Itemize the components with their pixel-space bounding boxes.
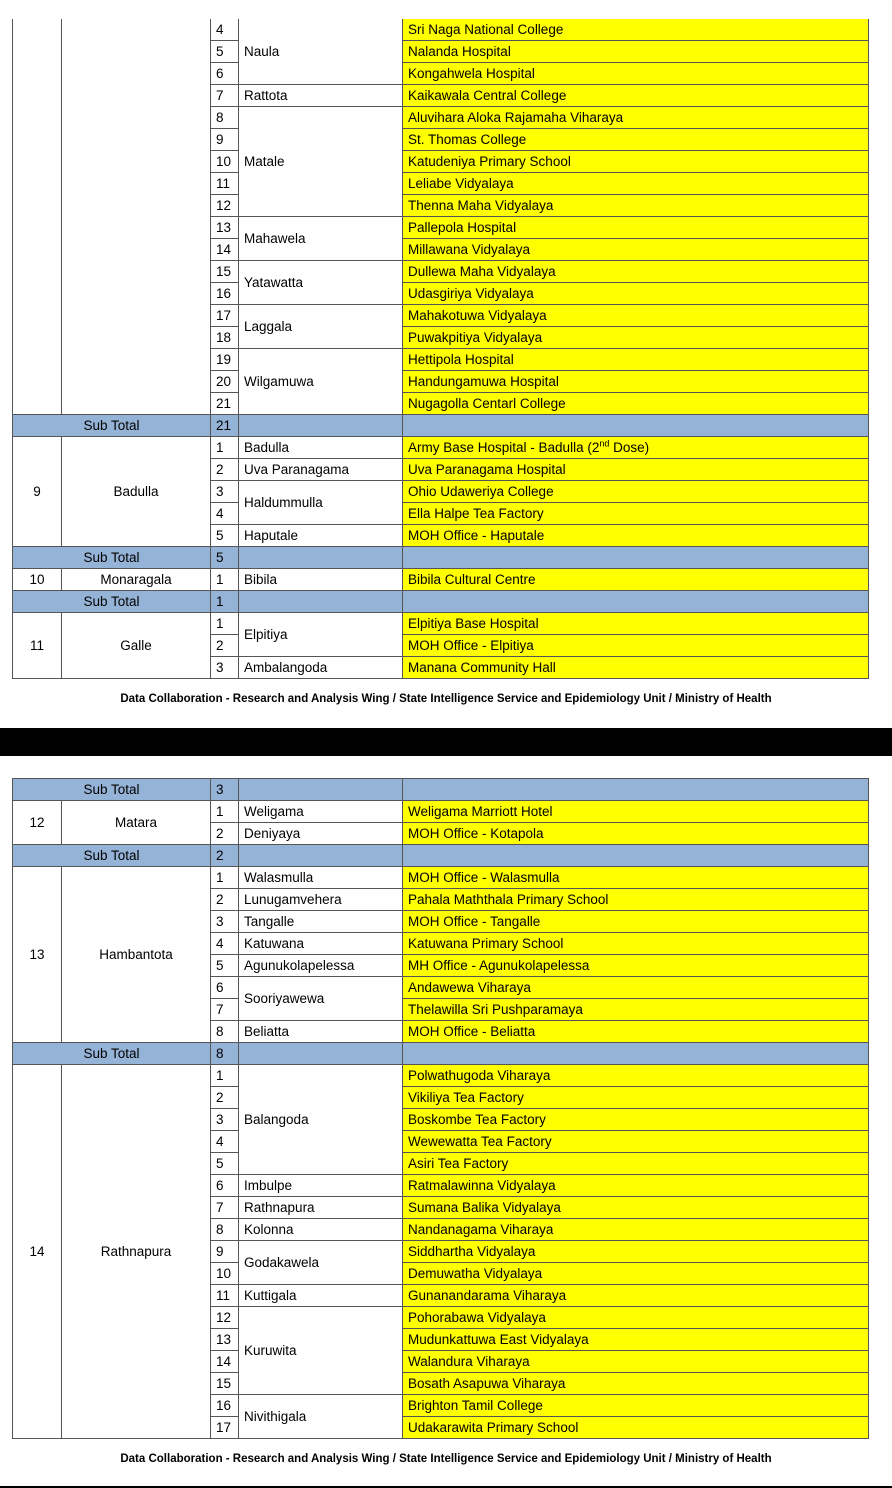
row-index: 10 bbox=[211, 1263, 239, 1285]
row-index: 8 bbox=[211, 107, 239, 129]
row-index: 1 bbox=[211, 613, 239, 635]
moh-area: Kolonna bbox=[239, 1219, 403, 1241]
row-index: 11 bbox=[211, 173, 239, 195]
moh-area: Haldummulla bbox=[239, 481, 403, 525]
vaccination-location: Kongahwela Hospital bbox=[403, 63, 869, 85]
row-index: 3 bbox=[211, 1109, 239, 1131]
vaccination-location: Handungamuwa Hospital bbox=[403, 371, 869, 393]
moh-area: Yatawatta bbox=[239, 261, 403, 305]
moh-area: Katuwana bbox=[239, 933, 403, 955]
row-index: 11 bbox=[211, 1285, 239, 1307]
subtotal-row bbox=[13, 845, 869, 867]
vaccination-location: Wewewatta Tea Factory bbox=[403, 1131, 869, 1153]
row-index: 5 bbox=[211, 1153, 239, 1175]
row-index: 14 bbox=[211, 239, 239, 261]
moh-area: Beliatta bbox=[239, 1021, 403, 1043]
vaccination-location: Kaikawala Central College bbox=[403, 85, 869, 107]
row-index: 4 bbox=[211, 933, 239, 955]
row-index: 5 bbox=[211, 955, 239, 977]
moh-area: Nivithigala bbox=[239, 1395, 403, 1439]
subtotal-row bbox=[13, 1043, 869, 1065]
moh-area: Uva Paranagama bbox=[239, 459, 403, 481]
vaccination-location: Pahala Maththala Primary School bbox=[403, 889, 869, 911]
row-index: 3 bbox=[211, 911, 239, 933]
moh-area: Badulla bbox=[239, 437, 403, 459]
moh-area: Imbulpe bbox=[239, 1175, 403, 1197]
vaccination-location: MH Office - Agunukolapelessa bbox=[403, 955, 869, 977]
vaccination-location: Andawewa Viharaya bbox=[403, 977, 869, 999]
row-index: 2 bbox=[211, 635, 239, 657]
vaccination-location: MOH Office - Kotapola bbox=[403, 823, 869, 845]
table-row bbox=[13, 1065, 869, 1087]
row-index: 1 bbox=[211, 867, 239, 889]
district-name: Matara bbox=[62, 801, 211, 845]
vaccination-location: Mudunkattuwa East Vidyalaya bbox=[403, 1329, 869, 1351]
row-index: 13 bbox=[211, 217, 239, 239]
moh-area: Bibila bbox=[239, 569, 403, 591]
vaccination-location: Sri Naga National College bbox=[403, 19, 869, 41]
vaccination-location: MOH Office - Elpitiya bbox=[403, 635, 869, 657]
vaccination-location: Thenna Maha Vidyalaya bbox=[403, 195, 869, 217]
row-index: 1 bbox=[211, 437, 239, 459]
row-index: 10 bbox=[211, 151, 239, 173]
moh-area: Agunukolapelessa bbox=[239, 955, 403, 977]
vaccination-location: Ella Halpe Tea Factory bbox=[403, 503, 869, 525]
row-index: 9 bbox=[211, 1241, 239, 1263]
vaccination-location: Siddhartha Vidyalaya bbox=[403, 1241, 869, 1263]
row-index: 16 bbox=[211, 1395, 239, 1417]
page-footer: Data Collaboration - Research and Analysis Wing / State Intelligence Service and Epidemiology Unit / Ministry of Health bbox=[120, 1453, 772, 1465]
table-row bbox=[13, 801, 869, 823]
subtotal-value: 3 bbox=[211, 779, 239, 801]
row-index: 3 bbox=[211, 481, 239, 503]
row-index: 17 bbox=[211, 305, 239, 327]
vaccination-location: Walandura Viharaya bbox=[403, 1351, 869, 1373]
vaccination-centres-table bbox=[12, 778, 869, 1439]
vaccination-location: Aluvihara Aloka Rajamaha Viharaya bbox=[403, 107, 869, 129]
row-index: 3 bbox=[211, 657, 239, 679]
moh-area: Godakawela bbox=[239, 1241, 403, 1285]
row-index: 7 bbox=[211, 85, 239, 107]
district-number: 9 bbox=[13, 437, 62, 547]
table-row bbox=[13, 613, 869, 635]
vaccination-centres-table bbox=[12, 19, 869, 679]
row-index: 7 bbox=[211, 999, 239, 1021]
page-separator bbox=[0, 728, 892, 756]
subtotal-label: Sub Total bbox=[13, 1043, 211, 1065]
row-index: 4 bbox=[211, 503, 239, 525]
moh-area: Rathnapura bbox=[239, 1197, 403, 1219]
vaccination-location: Udakarawita Primary School bbox=[403, 1417, 869, 1439]
row-index: 8 bbox=[211, 1219, 239, 1241]
vaccination-location: Demuwatha Vidyalaya bbox=[403, 1263, 869, 1285]
row-index: 5 bbox=[211, 41, 239, 63]
row-index: 2 bbox=[211, 823, 239, 845]
row-index: 12 bbox=[211, 195, 239, 217]
moh-area: Lunugamvehera bbox=[239, 889, 403, 911]
moh-area: Wilgamuwa bbox=[239, 349, 403, 415]
row-index: 4 bbox=[211, 1131, 239, 1153]
subtotal-label: Sub Total bbox=[13, 415, 211, 437]
vaccination-location: Leliabe Vidyalaya bbox=[403, 173, 869, 195]
subtotal-row bbox=[13, 415, 869, 437]
moh-area: Deniyaya bbox=[239, 823, 403, 845]
subtotal-value: 1 bbox=[211, 591, 239, 613]
district-name: Rathnapura bbox=[62, 1065, 211, 1439]
row-index: 18 bbox=[211, 327, 239, 349]
row-index: 2 bbox=[211, 889, 239, 911]
table-row bbox=[13, 569, 869, 591]
row-index: 2 bbox=[211, 459, 239, 481]
moh-area: Laggala bbox=[239, 305, 403, 349]
moh-area: Elpitiya bbox=[239, 613, 403, 657]
vaccination-location: Thelawilla Sri Pushparamaya bbox=[403, 999, 869, 1021]
vaccination-location: Uva Paranagama Hospital bbox=[403, 459, 869, 481]
district-number: 11 bbox=[13, 613, 62, 679]
row-index: 5 bbox=[211, 525, 239, 547]
row-index: 8 bbox=[211, 1021, 239, 1043]
row-index: 15 bbox=[211, 261, 239, 283]
moh-area: Weligama bbox=[239, 801, 403, 823]
subtotal-label: Sub Total bbox=[13, 591, 211, 613]
vaccination-location: Bosath Asapuwa Viharaya bbox=[403, 1373, 869, 1395]
vaccination-location: Mahakotuwa Vidyalaya bbox=[403, 305, 869, 327]
row-index: 13 bbox=[211, 1329, 239, 1351]
vaccination-location: Nalanda Hospital bbox=[403, 41, 869, 63]
vaccination-location: Elpitiya Base Hospital bbox=[403, 613, 869, 635]
row-index: 12 bbox=[211, 1307, 239, 1329]
vaccination-location: Polwathugoda Viharaya bbox=[403, 1065, 869, 1087]
moh-area: Rattota bbox=[239, 85, 403, 107]
vaccination-location: Dullewa Maha Vidyalaya bbox=[403, 261, 869, 283]
district-name: Hambantota bbox=[62, 867, 211, 1043]
vaccination-location: Pallepola Hospital bbox=[403, 217, 869, 239]
vaccination-location: MOH Office - Tangalle bbox=[403, 911, 869, 933]
vaccination-location: MOH Office - Walasmulla bbox=[403, 867, 869, 889]
district-name: Monaragala bbox=[62, 569, 211, 591]
vaccination-location: Katudeniya Primary School bbox=[403, 151, 869, 173]
subtotal-value: 2 bbox=[211, 845, 239, 867]
row-index: 17 bbox=[211, 1417, 239, 1439]
moh-area: Sooriyawewa bbox=[239, 977, 403, 1021]
district-number: 10 bbox=[13, 569, 62, 591]
subtotal-value: 5 bbox=[211, 547, 239, 569]
vaccination-location: St. Thomas College bbox=[403, 129, 869, 151]
moh-area: Balangoda bbox=[239, 1065, 403, 1175]
vaccination-location: MOH Office - Beliatta bbox=[403, 1021, 869, 1043]
row-index: 20 bbox=[211, 371, 239, 393]
row-index: 19 bbox=[211, 349, 239, 371]
vaccination-location: Ohio Udaweriya College bbox=[403, 481, 869, 503]
subtotal-label: Sub Total bbox=[13, 779, 211, 801]
row-index: 1 bbox=[211, 801, 239, 823]
document-page-1 bbox=[0, 0, 892, 728]
district-number-cell bbox=[13, 19, 62, 415]
vaccination-location: Nugagolla Centarl College bbox=[403, 393, 869, 415]
district-number: 13 bbox=[13, 867, 62, 1043]
subtotal-row bbox=[13, 547, 869, 569]
vaccination-location: Puwakpitiya Vidyalaya bbox=[403, 327, 869, 349]
vaccination-location: Boskombe Tea Factory bbox=[403, 1109, 869, 1131]
district-number: 14 bbox=[13, 1065, 62, 1439]
subtotal-label: Sub Total bbox=[13, 845, 211, 867]
row-index: 1 bbox=[211, 569, 239, 591]
moh-area: Mahawela bbox=[239, 217, 403, 261]
vaccination-location: MOH Office - Haputale bbox=[403, 525, 869, 547]
vaccination-location: Katuwana Primary School bbox=[403, 933, 869, 955]
moh-area: Ambalangoda bbox=[239, 657, 403, 679]
vaccination-location: Ratmalawinna Vidyalaya bbox=[403, 1175, 869, 1197]
row-index: 21 bbox=[211, 393, 239, 415]
vaccination-location: Brighton Tamil College bbox=[403, 1395, 869, 1417]
subtotal-value: 8 bbox=[211, 1043, 239, 1065]
vaccination-location: Asiri Tea Factory bbox=[403, 1153, 869, 1175]
row-index: 9 bbox=[211, 129, 239, 151]
row-index: 6 bbox=[211, 63, 239, 85]
row-index: 2 bbox=[211, 1087, 239, 1109]
subtotal-label: Sub Total bbox=[13, 547, 211, 569]
table-row bbox=[13, 867, 869, 889]
district-number: 12 bbox=[13, 801, 62, 845]
vaccination-location: Nandanagama Viharaya bbox=[403, 1219, 869, 1241]
moh-area: Kuruwita bbox=[239, 1307, 403, 1395]
moh-area: Walasmulla bbox=[239, 867, 403, 889]
vaccination-location: Pohorabawa Vidyalaya bbox=[403, 1307, 869, 1329]
moh-area: Naula bbox=[239, 19, 403, 85]
row-index: 14 bbox=[211, 1351, 239, 1373]
moh-area: Matale bbox=[239, 107, 403, 217]
vaccination-location: Army Base Hospital - Badulla (2nd Dose) bbox=[403, 437, 869, 459]
vaccination-location: Vikiliya Tea Factory bbox=[403, 1087, 869, 1109]
moh-area: Haputale bbox=[239, 525, 403, 547]
table-row bbox=[13, 19, 869, 41]
table-row bbox=[13, 437, 869, 459]
vaccination-location: Manana Community Hall bbox=[403, 657, 869, 679]
district-name-cell bbox=[62, 19, 211, 415]
row-index: 4 bbox=[211, 19, 239, 41]
page-footer: Data Collaboration - Research and Analysis Wing / State Intelligence Service and Epidemiology Unit / Ministry of Health bbox=[120, 693, 772, 705]
subtotal-value: 21 bbox=[211, 415, 239, 437]
district-name: Badulla bbox=[62, 437, 211, 547]
row-index: 1 bbox=[211, 1065, 239, 1087]
row-index: 7 bbox=[211, 1197, 239, 1219]
row-index: 6 bbox=[211, 977, 239, 999]
vaccination-location: Udasgiriya Vidyalaya bbox=[403, 283, 869, 305]
moh-area: Kuttigala bbox=[239, 1285, 403, 1307]
vaccination-location: Weligama Marriott Hotel bbox=[403, 801, 869, 823]
row-index: 16 bbox=[211, 283, 239, 305]
district-name: Galle bbox=[62, 613, 211, 679]
subtotal-row bbox=[13, 591, 869, 613]
vaccination-location: Sumana Balika Vidyalaya bbox=[403, 1197, 869, 1219]
row-index: 6 bbox=[211, 1175, 239, 1197]
row-index: 15 bbox=[211, 1373, 239, 1395]
vaccination-location: Millawana Vidyalaya bbox=[403, 239, 869, 261]
vaccination-location: Bibila Cultural Centre bbox=[403, 569, 869, 591]
document-page-2 bbox=[0, 756, 892, 1488]
moh-area: Tangalle bbox=[239, 911, 403, 933]
subtotal-row bbox=[13, 779, 869, 801]
vaccination-location: Gunanandarama Viharaya bbox=[403, 1285, 869, 1307]
vaccination-location: Hettipola Hospital bbox=[403, 349, 869, 371]
